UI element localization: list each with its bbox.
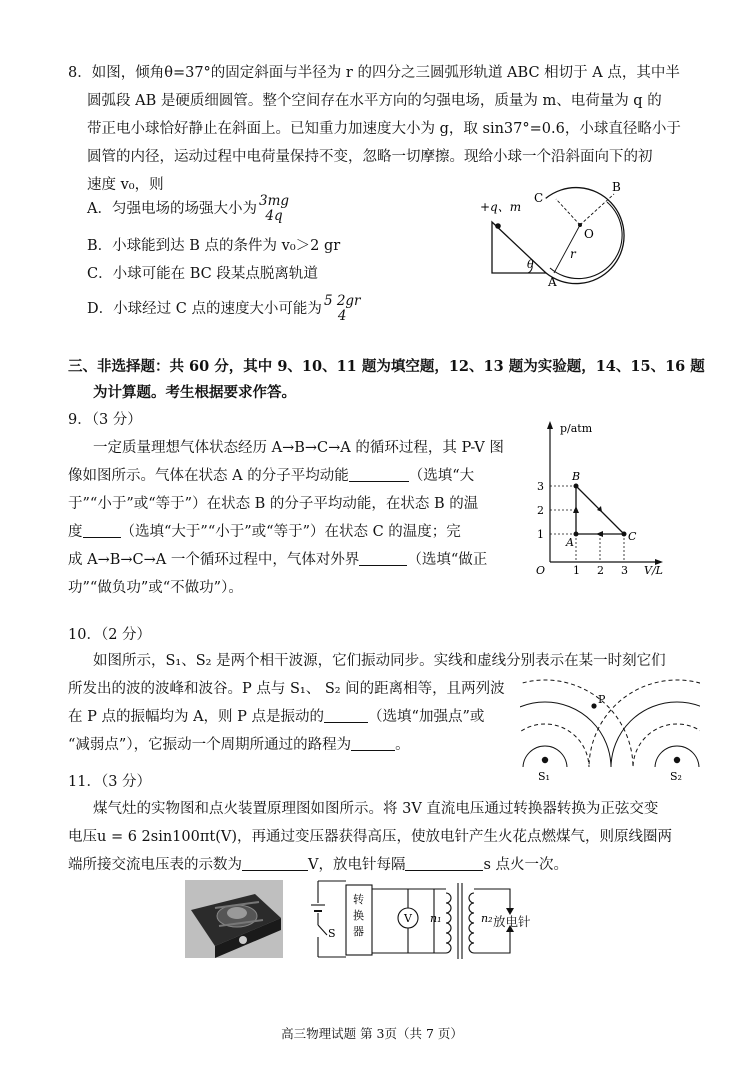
incline-triangle xyxy=(492,222,546,273)
q8-incline-track-figure xyxy=(470,180,640,290)
q8-fig-o-label: O xyxy=(584,227,594,241)
arrow-ab xyxy=(573,506,579,513)
q10-line-1: 如图所示，S₁、S₂ 是两个相干波源，它们振动同步。实线和虚线分别表示在某一时刻它们 xyxy=(93,653,666,669)
q9-blank-2[interactable] xyxy=(83,523,121,538)
q9-graph-xtick-1: 1 xyxy=(573,564,580,576)
section3-heading-line-1: 三、非选择题：共 60 分，其中 9、10、11 题为填空题，12、13 题为实验题，14、15、16 题 xyxy=(68,358,705,375)
q11-line-2: 电压u = 6 2sin100πt(V)，再通过变压器获得高压，使放电针产生火花点燃煤气，则原线圈两 xyxy=(68,829,672,845)
converter-label xyxy=(353,892,364,938)
control-knob xyxy=(239,936,247,944)
point-a xyxy=(574,532,579,537)
switch-blade xyxy=(318,925,327,935)
switch-label: S xyxy=(328,927,336,940)
q8-option-b: B．小球能到达 B 点的条件为 v₀＞2 gr xyxy=(87,238,341,254)
q10-line-4 xyxy=(68,735,410,755)
q11-line-1: 煤气灶的实物图和点火装置原理图如图所示。将 3V 直流电压通过转换器转换为正弦交变 xyxy=(93,801,659,817)
q11-line-3 xyxy=(68,855,568,875)
converter-char-1: 转 xyxy=(353,893,364,906)
q9-line-3: 于”“小于”或“等于”）在状态 B 的分子平均动能，在状态 B 的温 xyxy=(68,496,479,512)
q9-graph-xlabel: V/L xyxy=(644,564,663,576)
q9-graph-b-label: B xyxy=(572,470,581,483)
s1-trough-2 xyxy=(520,680,633,784)
q8-option-a-denominator: 4q xyxy=(265,208,283,224)
q8-option-d-text: D．小球经过 C 点的速度大小可能为 xyxy=(87,301,322,317)
q8-fig-charge-label: +q、m xyxy=(480,200,522,214)
ball xyxy=(495,223,501,229)
q10-fig-s2-label: S₂ xyxy=(670,770,682,783)
q9-graph-ytick-1: 1 xyxy=(537,528,544,541)
s2-crest-2 xyxy=(611,702,700,784)
s1-trough-1 xyxy=(520,724,589,784)
point-c xyxy=(622,532,627,537)
q9-graph-a-label: A xyxy=(566,536,574,549)
gas-stove-photo xyxy=(185,880,283,958)
s2-trough-2 xyxy=(589,680,700,784)
q9-line-4 xyxy=(68,522,461,542)
radius-oa xyxy=(554,225,580,273)
converter-char-3: 器 xyxy=(353,925,364,938)
q8-option-a-numerator: 3mg xyxy=(258,193,290,209)
converter-char-2: 换 xyxy=(353,909,364,922)
q11-line-3-text: 端所接交流电压表的示数为 xyxy=(68,857,242,873)
point-b xyxy=(574,484,579,489)
center-point xyxy=(578,223,582,227)
q10-line-3-choice: （选填“加强点”或 xyxy=(368,709,485,725)
q8-option-d xyxy=(87,294,361,324)
s2-trough-1 xyxy=(633,724,700,784)
q8-line-2: 圆弧段 AB 是硬质细圆管。整个空间存在水平方向的匀强电场，质量为 m、电荷量为 q 的 xyxy=(87,93,662,109)
q9-line-2-text: 像如图所示。气体在状态 A 的分子平均动能 xyxy=(68,468,349,484)
p-axis-arrow xyxy=(547,421,553,429)
q9-line-4-choice: （选填“大于”“小于”或“等于”）在状态 C 的温度；完 xyxy=(120,524,461,540)
q10-heading: 10．（2 分） xyxy=(68,627,152,643)
q10-line-4-end: 。 xyxy=(395,737,410,753)
q8-option-c: C．小球可能在 BC 段某点脱离轨道 xyxy=(87,266,318,282)
q9-graph-ytick-2: 2 xyxy=(537,504,544,517)
q9-graph-ytick-3: 3 xyxy=(537,480,544,493)
q9-blank-1[interactable] xyxy=(349,467,409,482)
q10-blank-2[interactable] xyxy=(351,736,395,751)
radius-ob xyxy=(580,194,614,225)
q8-option-a-text: A．匀强电场的场强大小为 xyxy=(87,201,257,217)
arrow-ca xyxy=(596,531,603,537)
page-footer: 高三物理试题 第 3页（共 7 页） xyxy=(281,1026,463,1041)
q8-line-1: 8．如图，倾角θ=37°的固定斜面与半径为 r 的四分之三圆弧形轨道 ABC 相切于 A 点，其中半 xyxy=(68,65,680,81)
q10-line-2: 所发出的波的波峰和波谷。P 点与 S₁、 S₂ 间的距离相等，且两列波 xyxy=(68,681,505,697)
q10-wave-interference-figure xyxy=(520,672,700,784)
secondary-coil xyxy=(469,893,474,953)
q9-line-1: 一定质量理想气体状态经历 A→B→C→A 的循环过程，其 P-V 图 xyxy=(93,440,504,456)
q8-option-a-fraction xyxy=(259,194,289,224)
q9-line-4-text: 度 xyxy=(68,524,83,540)
q10-fig-s1-label: S₁ xyxy=(538,770,550,783)
source-s1 xyxy=(542,757,548,763)
q11-blank-2[interactable] xyxy=(405,856,483,871)
q9-pv-graph xyxy=(530,418,670,576)
secondary-wires xyxy=(372,889,434,953)
n1-label: n₁ xyxy=(430,912,442,925)
point-p xyxy=(591,703,596,708)
q8-line-3: 带正电小球恰好静止在斜面上。已知重力加速度大小为 g，取 sin37°=0.6，小球直径略小于 xyxy=(87,121,681,137)
q8-option-d-numerator: 5 2gr xyxy=(323,293,361,309)
q9-graph-xtick-3: 3 xyxy=(621,564,628,576)
q11-blank-1[interactable] xyxy=(242,856,308,871)
voltmeter-label: V xyxy=(404,912,412,925)
q9-blank-3[interactable] xyxy=(359,551,407,566)
q9-graph-origin: O xyxy=(536,564,546,576)
battery-loop-wire xyxy=(318,881,346,957)
s1-crest-2 xyxy=(520,702,611,784)
q9-line-5 xyxy=(68,550,487,570)
q10-line-3-text: 在 P 点的振幅均为 A，则 P 点是振动的 xyxy=(68,709,325,725)
q9-line-2-choice: （选填“大 xyxy=(408,468,475,484)
q11-line-3-mid: V，放电针每隔 xyxy=(308,857,406,873)
q10-blank-1[interactable] xyxy=(324,708,368,723)
q8-option-d-denominator: 4 xyxy=(337,308,347,324)
needle-label: 放电针 xyxy=(493,914,531,929)
q9-line-5-choice: （选填“做正 xyxy=(407,552,488,568)
q8-option-a xyxy=(87,194,289,224)
q9-line-2 xyxy=(68,466,474,486)
q9-graph-ylabel: p/atm xyxy=(560,422,593,435)
q10-line-4-text: “减弱点”），它振动一个周期所通过的路程为 xyxy=(68,737,352,753)
q9-line-5-text: 成 A→B→C→A 一个循环过程中，气体对外界 xyxy=(68,552,360,568)
q8-fig-theta-label: θ xyxy=(527,258,534,271)
q9-line-6: 功”“做负功”或“不做功”）。 xyxy=(68,580,243,596)
q8-line-4: 圆管的内径，运动过程中电荷量保持不变，忽略一切摩擦。现给小球一个沿斜面向下的初 xyxy=(87,149,653,165)
burner-cap xyxy=(227,907,247,919)
q8-fig-b-label: B xyxy=(612,180,621,194)
section3-heading-line-2: 为计算题。考生根据要求作答。 xyxy=(93,384,296,401)
source-s2 xyxy=(674,757,680,763)
q9-graph-c-label: C xyxy=(628,530,637,543)
radius-oc xyxy=(556,199,580,225)
q8-line-5: 速度 v₀，则 xyxy=(87,177,164,193)
q10-line-3 xyxy=(68,707,484,727)
q11-heading: 11．（3 分） xyxy=(68,774,152,790)
q9-graph-xtick-2: 2 xyxy=(597,564,604,576)
q11-line-3-end: s 点火一次。 xyxy=(483,857,569,873)
q10-fig-p-label: P xyxy=(598,693,606,706)
q8-option-d-fraction xyxy=(324,294,361,324)
q8-fig-r-label: r xyxy=(570,247,576,261)
q8-fig-c-label: C xyxy=(534,191,544,205)
q9-heading: 9．（3 分） xyxy=(68,412,142,428)
q8-fig-a-label: A xyxy=(548,275,557,289)
n2-label: n₂ xyxy=(481,912,493,925)
primary-coil xyxy=(446,893,451,953)
